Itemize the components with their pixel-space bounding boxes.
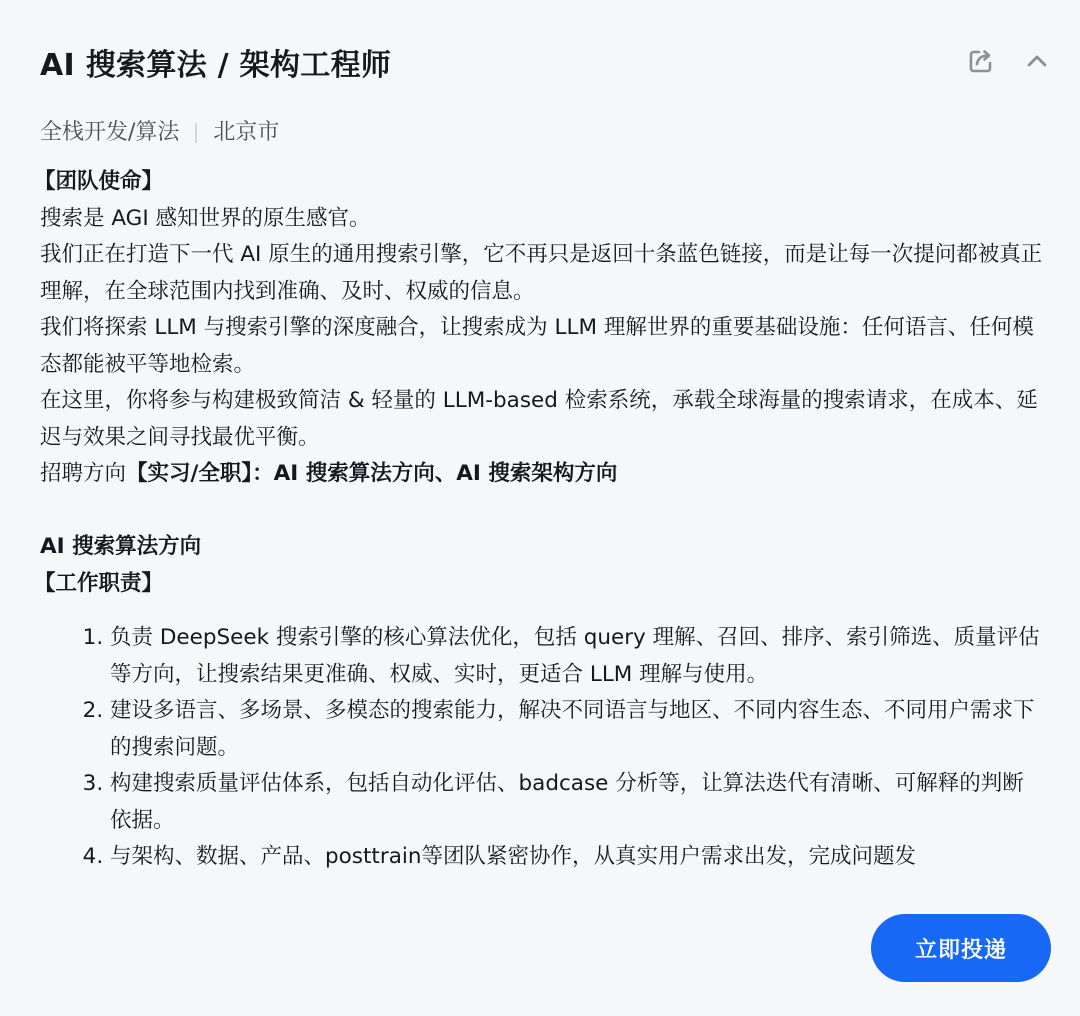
mission-line: 我们正在打造下一代 AI 原生的通用搜索引擎，它不再只是返回十条蓝色链接，而是让每一次提问都被真正理解，在全球范围内找到准确、及时、权威的信息。 — [40, 242, 1043, 304]
mission-line: 我们将探索 LLM 与搜索引擎的深度融合，让搜索成为 LLM 理解世界的重要基础设施：任何语言、任何模态都能被平等地检索。 — [40, 315, 1034, 377]
recruit-prefix: 招聘方向 — [40, 461, 127, 486]
job-meta — [40, 114, 279, 152]
duty-item: 4. 与架构、数据、产品、posttrain等团队紧密协作，从真实用户需求出发，完成问题发 — [110, 839, 1040, 876]
duty-item: 3. 构建搜索质量评估体系，包括自动化评估、badcase 分析等，让算法迭代有清晰、可解释的判断依据。 — [110, 766, 1040, 839]
job-description — [34, 164, 1050, 876]
apply-button[interactable]: 立即投递 — [871, 914, 1051, 982]
share-icon — [967, 47, 995, 79]
share-button[interactable] — [964, 46, 998, 80]
mission-line: 在这里，你将参与构建极致简洁 & 轻量的 LLM-based 检索系统，承载全球海量的搜索请求，在成本、延迟与效果之间寻找最优平衡。 — [40, 388, 1038, 450]
duties-list — [40, 620, 1040, 876]
section-title: AI 搜索算法方向 — [40, 534, 202, 559]
duties-heading: 【工作职责】 — [34, 570, 164, 596]
meta-divider — [195, 123, 197, 143]
mission-heading: 【团队使命】 — [34, 169, 164, 194]
job-location: 北京市 — [213, 120, 280, 145]
collapse-button[interactable] — [1020, 46, 1054, 80]
job-title: AI 搜索算法 / 架构工程师 — [40, 48, 392, 83]
duty-item: 2. 建设多语言、多场景、多模态的搜索能力，解决不同语言与地区、不同内容生态、不同用户需求下的搜索问题。 — [110, 693, 1040, 766]
mission-line: 搜索是 AGI 感知世界的原生感官。 — [40, 205, 371, 231]
header-actions — [964, 46, 1054, 80]
job-category: 全栈开发/算法 — [40, 120, 180, 145]
paragraph-gap — [40, 493, 1050, 530]
recruit-positions: 【实习/全职】：AI 搜索算法方向、AI 搜索架构方向 — [126, 461, 618, 486]
duty-item: 1. 负责 DeepSeek 搜索引擎的核心算法优化，包括 query 理解、召回、排序、索引筛选、质量评估等方向，让搜索结果更准确、权威、实时，更适合 LLM 理解与使用。 — [110, 620, 1040, 693]
recruit-direction — [40, 456, 1050, 493]
chevron-up-icon — [1024, 48, 1050, 78]
